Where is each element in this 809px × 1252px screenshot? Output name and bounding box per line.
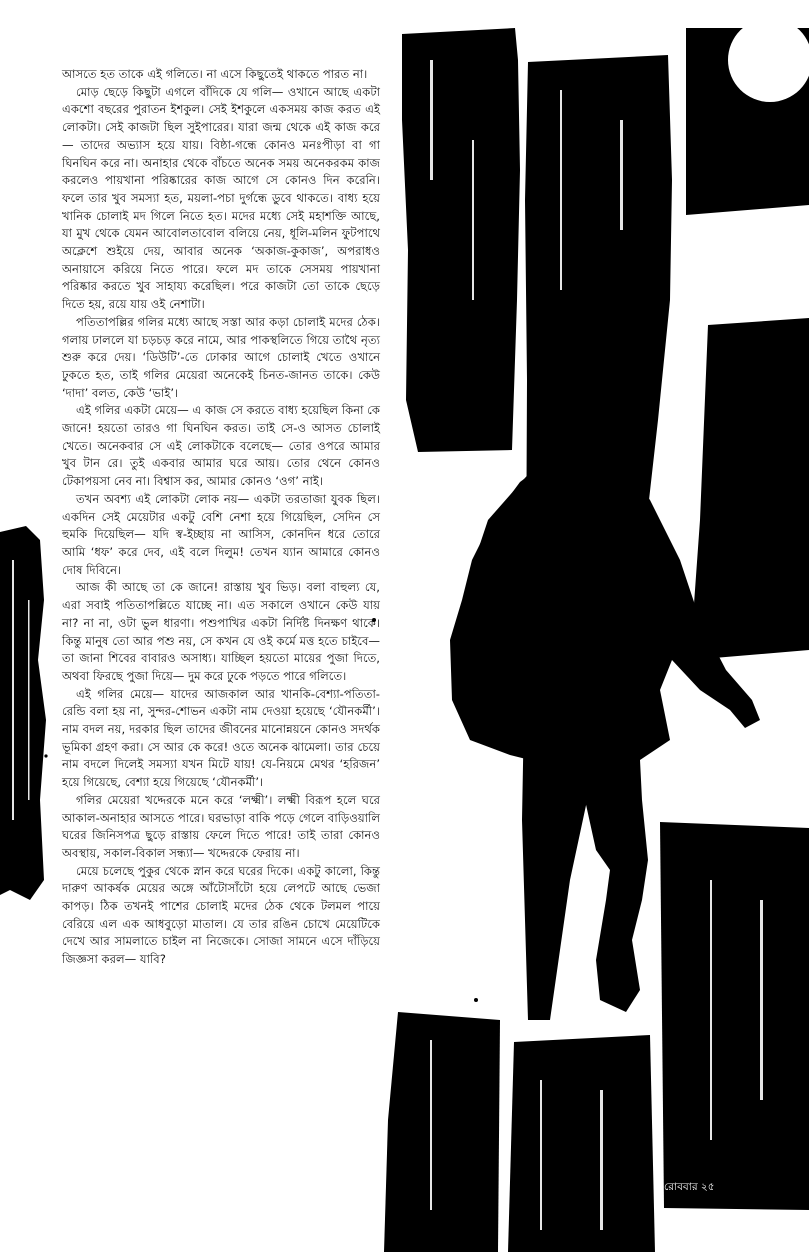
ink-panel-6: [508, 1035, 655, 1252]
article-paragraph: পতিতাপল্লির গলির মধ্যে আছে সস্তা আর কড়া চোলাই মদের ঠেক। গলায় ঢাললে যা চড়চড় করে নামে, আর পাকস্থলিতে গিয়ে তাথৈ নৃত্য শুরু করে দেয়। ‘ডিউটি’-তে ঢোকার আগে চোলাই খেতে ওখানে ঢুকতে হত, তাই গলির মেয়েরা অনেকেই চিনত-জানত তাকে। কেউ ‘দাদা’ বলত, কেউ ‘ভাই’।: [62, 314, 380, 400]
article-paragraph: আসতে হত তাকে এই গলিতে। না এসে কিছুতেই থাকতে পারত না।: [62, 67, 368, 81]
ink-splatter-left: [0, 526, 46, 900]
ink-panel-5: [384, 1012, 500, 1252]
article-paragraph: আজ কী আছে তা কে জানে! রাস্তায় খুব ভিড়। বলা বাহুল্য যে, এরা সবাই পতিতাপল্লিতে যাচ্ছে না। এত সকালে ওখানে কেউ যায় না? না না, ওটা ভুল ধারণা। পশুপাখির একটা নির্দিষ্ট দিনক্ষণ থাকে। কিন্তু মানুষ তো আর পশু নয়, সে কখন যে ওই কর্মে মত্ত হতে চাইবে— তা জানা শিবের বাবারও অসাধ্য। যাচ্ছিল হয়তো মায়ের পুজা দিতে, অথবা ফিরছে পুজা দিয়ে— দুম করে ঢুকে পড়তে পারে গলিতে।: [62, 580, 380, 683]
article-paragraph: এই গলির একটা মেয়ে— এ কাজ সে করতে বাধ্য হয়েছিল কিনা কে জানে! হয়তো তারও গা ঘিনঘিন করত। তাই সে-ও আসত চোলাই খেতে। অনেকবার সে এই লোকটাকে বলেছে— তোর ওপরে আমার খুব টান রে। তুই একবার আমার ঘরে আয়। তোর থেনে কোনও টেকাপয়সা নেব না। বিশ্বাস কর, আমার কোনও ‘ওগ’ নাই।: [62, 403, 380, 489]
article-paragraph: এই গলির মেয়ে— যাদের আজকাল আর খানকি-বেশ্যা-পতিতা-রেন্ডি বলা হয় না, সুন্দর-শোভন একটা নাম দেওয়া হয়েছে ‘যৌনকর্মী’। নাম বদল নয়, দরকার ছিল তাদের জীবনের মানোন্নয়নে কোনও সদর্থক ভূমিকা গ্রহণ করা। সে আর কে করে! ওতে অনেক ঝামেলা। তার চেয়ে নাম বদলে দিলেই সমস্যা যখন মিটে যায়! যে-নিয়মে মেথর ‘হরিজন’ হয়ে গিয়েছে, বেশ্যা হয়ে গিয়েছে ‘যৌনকর্মী’।: [62, 686, 380, 790]
ink-panel-7: [660, 822, 809, 1210]
page-number: রোববার ২৫: [664, 1181, 715, 1193]
ink-panel-4: [690, 318, 809, 660]
article-text: [62, 66, 380, 969]
article-paragraph: গলির মেয়েরা খদ্দেরকে মনে করে ‘লক্ষ্মী’। লক্ষ্মী বিরূপ হলে ঘরে আকাল-অনাহার আসতে পারে। ঘরভাড়া বাকি পড়ে গেলে বাড়িওয়ালি ঘরের জিনিসপত্র ছুড়ে রাস্তায় ফেলে দিতে পারে! তাই তারা কোনও অবস্থায়, সকাল-বিকাল সন্ধ্যা— খদ্দেরকে ফেরায় না।: [62, 792, 380, 860]
article-paragraph: মোড় ছেড়ে কিছুটা এগলে বাঁদিকে যে গলি— ওখানে আছে একটা একশো বছরের পুরাতন ইশকুল। সেই ইশকুলে একসময় কাজ করত এই লোকটা। সেই কাজটা ছিল সুইপারের। যারা জন্ম থেকে এই কাজ করে— তাদের অভ্যাস হয়ে যায়। বিষ্ঠা-গন্ধে কোনও মনঃপীড়া বা গা ঘিনঘিন করে না। অনাহার থেকে বাঁচতে অনেক সময় অনেকরকম কাজ করলেও পায়খানা পরিষ্কারের কাজ আগে সে কোনও দিন করেনি। ফলে তার খুব সমস্যা হত, ময়লা-পচা দুর্গন্ধে ডুবে থাকতে। বাধ্য হয়ে খানিক চোলাই মদ গিলে নিতে হত। মদের মধ্যে সেই মহাশক্তি আছে, যা মুখ থেকে যেমন আবোলতাবোল বলিয়ে নেয়, ধূলি-মলিন ফুটপাথে অক্লেশে শুইয়ে দেয়, আবার অনেক ‘অকাজ-কুকাজ’, অপরাধও অনায়াসে করিয়ে নিতে পারে। ফলে মদ তাকে সেসময় পায়খানা পরিষ্কার করতে খুব সাহায্য করেছিল। পরে কাজটা তো তাকে ছেড়ে দিতে হয়, রয়ে যায় ওই নেশাটা।: [62, 84, 380, 312]
ink-panel-1: [402, 28, 520, 452]
article-paragraph: মেয়ে চলেছে পুকুর থেকে স্নান করে ঘরের দিকে। একটু কালো, কিন্তু দারুণ আকর্ষক মেয়ের অঙ্গে আঁটোসাঁটো হয়ে লেপটে আছে ভেজা কাপড়। ঠিক তখনই পাশের চোলাই মদের ঠেক থেকে টলমল পায়ে বেরিয়ে এল এক আধবুড়ো মাতাল। যে তার রঙিন চোখে মেয়েটিকে দেখে আর সামলাতে চাইল না নিজেকে। সোজা সামনে এসে দাঁড়িয়ে জিজ্ঞসা করল— যাবি?: [62, 863, 380, 967]
article-paragraph: তখন অবশ্য এই লোকটা লোক নয়— একটা তরতাজা যুবক ছিল। একদিন সেই মেয়েটার একটু বেশি নেশা হয়ে গিয়েছিল, সেদিন সে হুমকি দিয়েছিল— যদি স্ব-ইচ্ছায় না আসিস, কোনদিন ধরে তোরে আমি ‘ধফ’ করে দেব, এই বলে দিলুম! তেখন য্যান আমারে কোনও দোষ দিবিনে।: [62, 491, 380, 577]
moon: [728, 18, 809, 102]
